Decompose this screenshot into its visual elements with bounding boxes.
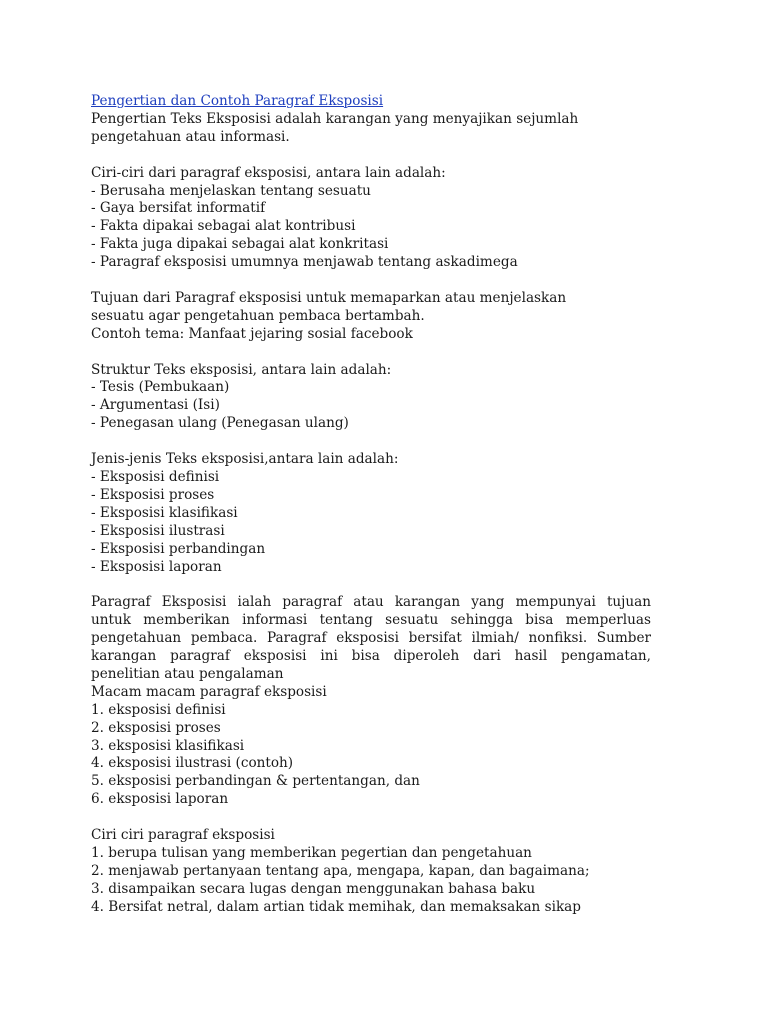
list-item: 3. disampaikan secara lugas dengan menggunakan bahasa baku xyxy=(91,880,536,897)
paragraph-spacer xyxy=(91,809,651,827)
list-item: - Eksposisi definisi xyxy=(91,468,220,485)
list-item: 6. eksposisi laporan xyxy=(91,791,229,808)
macam-heading: Macam macam paragraf eksposisi xyxy=(91,683,327,700)
justified-line: pengetahuan pembaca. Paragraf eksposisi bersifat ilmiah/ nonfiksi. Sumber xyxy=(91,630,651,647)
ciri-ciri-heading: Ciri ciri paragraf eksposisi xyxy=(91,827,275,844)
list-item: - Fakta juga dipakai sebagai alat konkritasi xyxy=(91,236,389,253)
jenis-heading: Jenis-jenis Teks eksposisi,antara lain adalah: xyxy=(91,451,399,468)
list-item: - Berusaha menjelaskan tentang sesuatu xyxy=(91,182,371,199)
paragraph-spacer xyxy=(91,272,651,290)
document-title-link[interactable]: Pengertian dan Contoh Paragraf Eksposisi xyxy=(91,93,384,109)
justified-line: Paragraf Eksposisi ialah paragraf atau karangan yang mempunyai tujuan xyxy=(91,594,651,611)
paragraph-spacer xyxy=(91,344,651,362)
list-item: - Eksposisi proses xyxy=(91,486,215,503)
list-item: - Eksposisi klasifikasi xyxy=(91,504,238,521)
list-item: 3. eksposisi klasifikasi xyxy=(91,737,245,754)
paragraph-spacer xyxy=(91,433,651,451)
justified-line: karangan paragraf eksposisi ini bisa diperoleh dari hasil pengamatan, xyxy=(91,648,651,665)
contoh-tema-line: Contoh tema: Manfaat jejaring sosial facebook xyxy=(91,325,413,342)
list-item: 5. eksposisi perbandingan & pertentangan, dan xyxy=(91,773,420,790)
paragraph-spacer xyxy=(91,576,651,594)
list-item: - Eksposisi perbandingan xyxy=(91,540,266,557)
definisi-paragraph xyxy=(91,594,651,684)
list-item: - Penegasan ulang (Penegasan ulang) xyxy=(91,415,349,432)
document-page xyxy=(91,93,651,917)
list-item: - Tesis (Pembukaan) xyxy=(91,379,230,396)
jenis-section xyxy=(91,451,651,576)
list-item: 4. Bersifat netral, dalam artian tidak memihak, dan memaksakan sikap xyxy=(91,898,581,915)
list-item: - Paragraf eksposisi umumnya menjawab tentang askadimega xyxy=(91,254,518,271)
ciri-heading: Ciri-ciri dari paragraf eksposisi, antara lain adalah: xyxy=(91,164,446,181)
macam-section xyxy=(91,684,651,809)
struktur-heading: Struktur Teks eksposisi, antara lain adalah: xyxy=(91,361,392,378)
list-item: 1. eksposisi definisi xyxy=(91,701,226,718)
list-item: - Fakta dipakai sebagai alat kontribusi xyxy=(91,218,356,235)
tujuan-line: Tujuan dari Paragraf eksposisi untuk memaparkan atau menjelaskan xyxy=(91,289,567,306)
list-item: 4. eksposisi ilustrasi (contoh) xyxy=(91,755,294,772)
paragraph-spacer xyxy=(91,147,651,165)
list-item: 2. menjawab pertanyaan tentang apa, mengapa, kapan, dan bagaimana; xyxy=(91,862,590,879)
intro-line: Pengertian Teks Eksposisi adalah karangan yang menyajikan sejumlah xyxy=(91,110,579,127)
list-item: 2. eksposisi proses xyxy=(91,719,221,736)
list-item: - Gaya bersifat informatif xyxy=(91,200,266,217)
struktur-section xyxy=(91,362,651,434)
list-item: - Eksposisi ilustrasi xyxy=(91,522,225,539)
list-item: - Eksposisi laporan xyxy=(91,558,222,575)
paragraph-last-line: penelitian atau pengalaman xyxy=(91,665,284,682)
ciri-ciri-section xyxy=(91,827,651,917)
justified-line: untuk memberikan informasi tentang sesuatu sehingga bisa memperluas xyxy=(91,612,651,629)
intro-line: pengetahuan atau informasi. xyxy=(91,128,290,145)
list-item: - Argumentasi (Isi) xyxy=(91,397,220,414)
tujuan-paragraph xyxy=(91,290,651,344)
intro-paragraph xyxy=(91,111,651,147)
tujuan-line: sesuatu agar pengetahuan pembaca bertambah. xyxy=(91,307,425,324)
ciri-section xyxy=(91,165,651,272)
list-item: 1. berupa tulisan yang memberikan pegertian dan pengetahuan xyxy=(91,844,532,861)
